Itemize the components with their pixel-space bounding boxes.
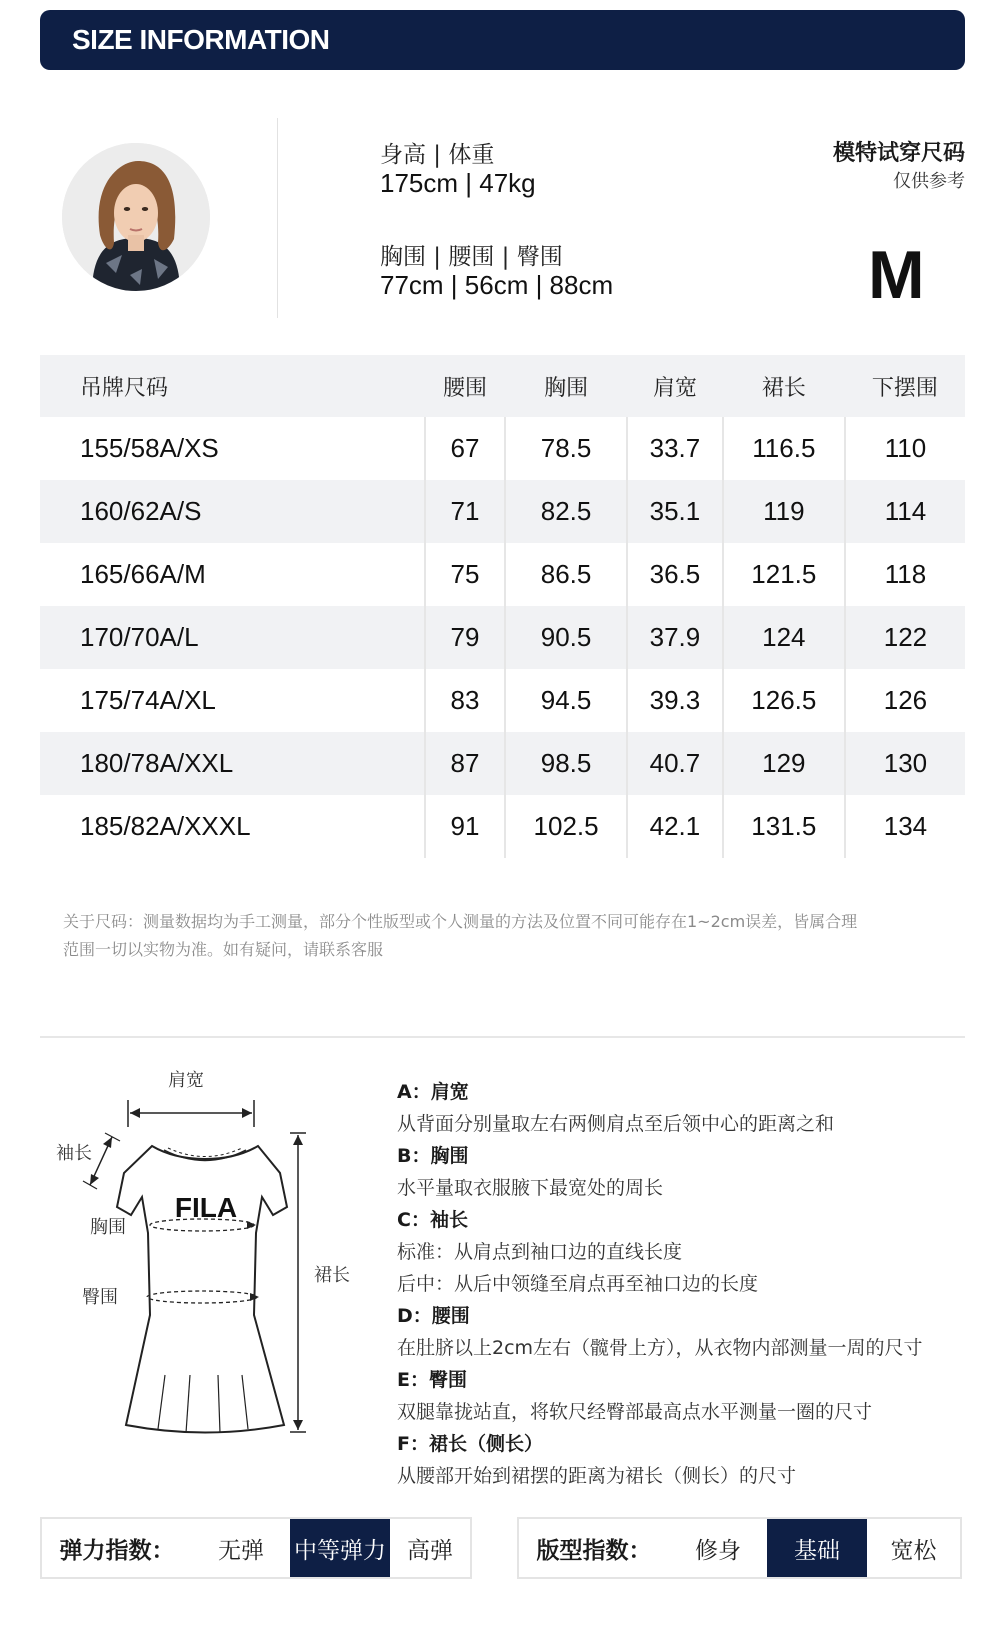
table-cell-size: 165/66A/M — [80, 559, 206, 589]
measurement-definitions — [397, 1076, 977, 1492]
size-note — [63, 908, 963, 964]
elasticity-index — [40, 1517, 472, 1579]
table-row — [40, 606, 965, 669]
def-title-shoulder: A：肩宽 — [397, 1081, 469, 1103]
def-text: 从腰部开始到裙摆的距离为裙长（侧长）的尺寸 — [397, 1465, 797, 1487]
table-cell: 129 — [723, 732, 845, 795]
table-cell: 83 — [425, 669, 505, 732]
section-divider — [40, 1036, 965, 1038]
label-length: 裙长 — [314, 1265, 350, 1286]
label-shoulder: 肩宽 — [168, 1070, 204, 1091]
fit-index-label: 版型指数： — [536, 1537, 652, 1564]
table-cell: 114 — [845, 480, 965, 543]
table-cell: 98.5 — [505, 732, 627, 795]
fit-index — [517, 1517, 962, 1579]
table-row — [40, 732, 965, 795]
col-chest: 胸围 — [505, 355, 627, 417]
def-title-waist: D：腰围 — [397, 1305, 470, 1327]
table-cell: 90.5 — [505, 606, 627, 669]
def-text: 水平量取衣服腋下最宽处的周长 — [397, 1177, 664, 1199]
table-cell: 33.7 — [627, 417, 723, 480]
def-text: 标准：从肩点到袖口边的直线长度 — [397, 1241, 683, 1263]
table-cell: 134 — [845, 795, 965, 858]
table-cell: 40.7 — [627, 732, 723, 795]
page-title: SIZE INFORMATION — [72, 24, 330, 55]
table-cell: 37.9 — [627, 606, 723, 669]
def-title-length: F：裙长（侧长） — [397, 1433, 543, 1455]
table-cell: 67 — [425, 417, 505, 480]
table-cell-size: 180/78A/XXL — [40, 732, 425, 795]
table-cell: 94.5 — [505, 669, 627, 732]
table-cell: 119 — [723, 480, 845, 543]
col-hem: 下摆围 — [845, 355, 965, 417]
table-cell-size: 160/62A/S — [40, 480, 425, 543]
table-cell-size: 175/74A/XL — [80, 685, 216, 715]
table-cell: 116.5 — [723, 417, 845, 480]
table-row — [40, 543, 965, 606]
measurements-value: 77cm | 56cm | 88cm — [380, 270, 614, 300]
def-text: 在肚脐以上2cm左右（髋骨上方），从衣物内部测量一周的尺寸 — [397, 1337, 923, 1359]
fit-option-loose: 宽松 — [890, 1537, 937, 1564]
table-cell: 126.5 — [723, 669, 845, 732]
header-bar — [40, 10, 965, 70]
table-cell: 110 — [845, 417, 965, 480]
height-weight-label: 身高 | 体重 — [380, 142, 495, 168]
table-cell-size: 170/70A/L — [40, 606, 425, 669]
table-cell: 71 — [425, 480, 505, 543]
table-cell: 87 — [425, 732, 505, 795]
table-row — [40, 480, 965, 543]
label-hip: 臀围 — [82, 1287, 118, 1308]
table-row — [40, 795, 965, 858]
table-cell: 126 — [845, 669, 965, 732]
table-cell: 130 — [845, 732, 965, 795]
label-chest: 胸围 — [90, 1217, 126, 1238]
def-title-sleeve: C：袖长 — [397, 1209, 468, 1231]
table-cell: 122 — [845, 606, 965, 669]
measurement-diagram — [40, 1070, 370, 1475]
table-cell-size: 185/82A/XXXL — [80, 811, 251, 841]
elasticity-label: 弹力指数： — [59, 1537, 175, 1564]
col-waist: 腰围 — [425, 355, 505, 417]
def-title-hip: E：臀围 — [397, 1369, 467, 1391]
def-title-chest: B：胸围 — [397, 1145, 469, 1167]
elasticity-option-medium: 中等弹力 — [290, 1519, 390, 1577]
fit-size-note: 仅供参考 — [893, 171, 965, 192]
table-cell: 75 — [425, 543, 505, 606]
fit-size-value: M — [868, 237, 925, 313]
col-tag-size: 吊牌尺码 — [40, 355, 425, 417]
size-note-line2: 范围一切以实物为准。如有疑问，请联系客服 — [63, 940, 384, 959]
elasticity-option-high: 高弹 — [407, 1537, 453, 1564]
fit-option-slim: 修身 — [695, 1537, 741, 1564]
fit-option-regular: 基础 — [767, 1519, 867, 1577]
table-cell: 79 — [425, 606, 505, 669]
table-cell: 39.3 — [627, 669, 723, 732]
table-cell: 35.1 — [627, 480, 723, 543]
table-cell: 78.5 — [505, 417, 627, 480]
table-cell: 86.5 — [505, 543, 627, 606]
model-avatar — [62, 143, 210, 291]
col-shoulder: 肩宽 — [627, 355, 723, 417]
elasticity-option-none: 无弹 — [218, 1537, 264, 1564]
table-cell: 36.5 — [627, 543, 723, 606]
table-cell: 131.5 — [723, 795, 845, 858]
model-divider — [277, 118, 278, 318]
table-cell: 121.5 — [723, 543, 845, 606]
table-row — [40, 417, 965, 480]
table-cell: 42.1 — [627, 795, 723, 858]
table-cell: 102.5 — [505, 795, 627, 858]
brand-logo: FILA — [174, 1192, 238, 1223]
table-header-row — [40, 355, 965, 417]
table-cell-size: 155/58A/XS — [80, 433, 219, 463]
fit-size-title: 模特试穿尺码 — [832, 141, 965, 166]
size-table — [40, 355, 965, 858]
table-cell: 91 — [425, 795, 505, 858]
table-cell: 118 — [845, 543, 965, 606]
def-text: 后中：从后中领缝至肩点再至袖口边的长度 — [397, 1273, 759, 1295]
label-sleeve: 袖长 — [56, 1143, 92, 1164]
col-length: 裙长 — [723, 355, 845, 417]
def-text: 双腿靠拢站直，将软尺经臀部最高点水平测量一圈的尺寸 — [397, 1401, 873, 1423]
measurements-label: 胸围 | 腰围 | 臀围 — [380, 244, 563, 270]
table-row — [40, 669, 965, 732]
size-note-line1: 关于尺码：测量数据均为手工测量，部分个性版型或个人测量的方法及位置不同可能存在1~2cm误差，皆属合理 — [63, 912, 858, 931]
table-cell: 124 — [723, 606, 845, 669]
def-text: 从背面分别量取左右两侧肩点至后领中心的距离之和 — [397, 1113, 835, 1135]
height-weight-value: 175cm | 47kg — [380, 168, 536, 198]
table-cell: 82.5 — [505, 480, 627, 543]
